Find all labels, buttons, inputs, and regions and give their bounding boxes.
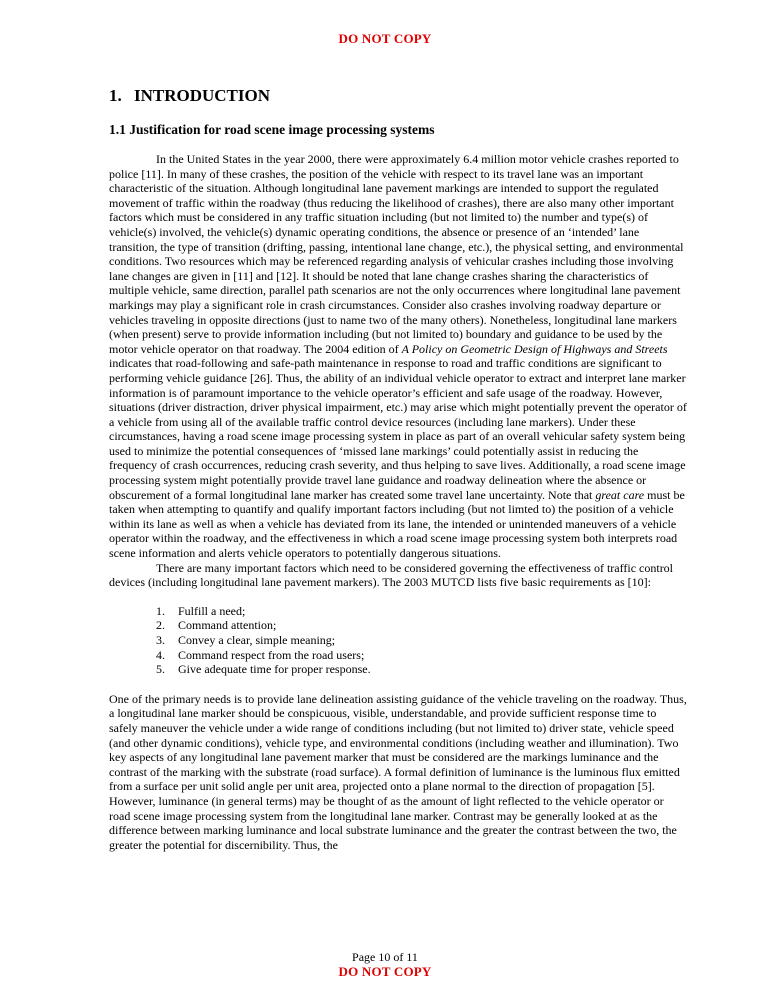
emphasis-italic: great care bbox=[595, 487, 645, 502]
list-item-text: Command respect from the road users; bbox=[178, 647, 365, 662]
list-item-number: 1. bbox=[156, 603, 165, 618]
section-number: 1. bbox=[109, 86, 122, 105]
paragraph-1-part-2: indicates that road-following and safe-path maintenance in response to road and traffic conditions are significant to performing vehicle guidance [26]. Thus, the ability of an individual vehicle operator to extract and interpret lane marker information is of paramount importance to the vehicle operator’s efficient and safe usage of the roadway. However, situations (driver distraction, driver physical impairment, etc.) may arise which might potentially prevent the operator of a vehicle from using all of the available traffic control device resources (including lane markers). Under these circumstances, having a road scene image processing system in place as part of an overall vehicular safety system being used to minimize the potential consequences of ‘missed lane markings’ could potentially assist in reducing the frequency of crash occurrences, reducing crash severity, and thus helping to save lives. Additionally, a road scene image processing system might potentially provide travel lane guidance and roadway delineation where the absence or obscurement of a formal longitudinal lane marker has created some travel lane uncertainty. Note that bbox=[109, 356, 687, 502]
list-item-number: 2. bbox=[156, 618, 165, 633]
section-title: INTRODUCTION bbox=[134, 86, 271, 105]
paragraph-3: One of the primary needs is to provide lane delineation assisting guidance of the vehicle traveling on the roadway. Thus, a longitudinal lane marker should be conspicuous, visible, understandable, and provide sufficient response time to safely maneuver the vehicle under a wide range of conditions including (but not limited to) driver state, vehicle speed (and other dynamic conditions), vehicle type, and environmental conditions (including weather and illumination). Two key aspects of any longitudinal lane pavement marker that must be considered are the markings luminance and the contrast of the marking with the substrate (road surface). A formal definition of luminance is the luminous flux emitted from a surface per unit solid angle per unit area, projected onto a plane normal to the direction of propagation [5]. However, luminance (in general terms) may be thought of as the amount of light reflected to the vehicle operator or road scene image processing system from the longitudinal lane marker. Contrast may be generally looked at as the difference between marking luminance and local substrate luminance and the greater the contrast between the two, the greater the potential for discernibility. Thus, the bbox=[109, 691, 687, 852]
paragraph-2: There are many important factors which need to be considered governing the effectiveness of traffic control devices (including longitudinal lane pavement markers). The 2003 MUTCD lists five basic requirements as [10]: bbox=[109, 560, 674, 590]
list-item bbox=[156, 633, 687, 648]
list-item-text: Fulfill a need; bbox=[178, 603, 246, 618]
subsection-heading: 1.1 Justification for road scene image processing systems bbox=[109, 122, 435, 137]
paragraph-1 bbox=[109, 152, 687, 561]
list-item bbox=[156, 604, 687, 619]
watermark-top: DO NOT COPY bbox=[338, 31, 432, 46]
document-body bbox=[109, 86, 687, 852]
requirements-list bbox=[109, 604, 687, 677]
list-item bbox=[156, 648, 687, 663]
list-item-number: 4. bbox=[156, 647, 165, 662]
list-item-number: 3. bbox=[156, 633, 165, 647]
watermark-bottom: DO NOT COPY bbox=[338, 964, 432, 979]
section-heading bbox=[109, 86, 687, 106]
paragraph-1-part-3: must be taken when attempting to quantify and qualify important factors including (but not limted to) the position of a vehicle within its lane as well as when a vehicle has deviated from its lane, the intended or unintended maneuvers of a vehicle operator within the roadway, and the effectiveness in which a road scene image processing system both interprets road scene information and alerts vehicle operators to potentially dangerous situations. bbox=[109, 487, 685, 561]
list-item bbox=[156, 662, 687, 677]
list-item bbox=[156, 618, 687, 633]
list-item-text: Command attention; bbox=[178, 618, 277, 633]
list-item-text: Convey a clear, simple meaning; bbox=[178, 633, 336, 647]
page-number: Page 10 of 11 bbox=[352, 950, 418, 964]
book-title-italic: A Policy on Geometric Design of Highways and Streets bbox=[401, 341, 668, 356]
paragraph-1-part-1: In the United States in the year 2000, there were approximately 6.4 million motor vehicle crashes reported to police [11]. In many of these crashes, the position of the vehicle with respect to its travel lane was an important characteristic of the situation. Although longitudinal lane pavement markings are intended to support the regulated movement of traffic within the roadway (thus reducing the likelihood of crashes), there are also many other important factors which must be considered in any traffic situation including (but not limited to) the number and type(s) of vehicle(s) involved, the vehicle(s) dynamic operating conditions, the absence or presence of an ‘intended’ lane transition, the type of transition (drifting, passing, intentional lane change, etc.), the physical setting, and environmental conditions. Two resources which may be referenced regarding analysis of vehicular crashes including those involving lane changes are given in [11] and [12]. It should be noted that lane change crashes sharing the characteristics of multiple vehicle, same direction, parallel path scenarios are not the only occurrences where longitudinal lane pavement markings may play a significant role in crash circumstances. Consider also crashes involving roadway departure or vehicles traveling in opposite directions (just to name two of the many others). Nonetheless, longitudinal lane markers (when present) serve to provide information including (but not limited to) boundary and guidance to be used by the motor vehicle operator on that roadway. The 2004 edition of bbox=[109, 152, 684, 356]
list-item-text: Give adequate time for proper response. bbox=[178, 662, 371, 677]
list-item-number: 5. bbox=[156, 662, 165, 677]
